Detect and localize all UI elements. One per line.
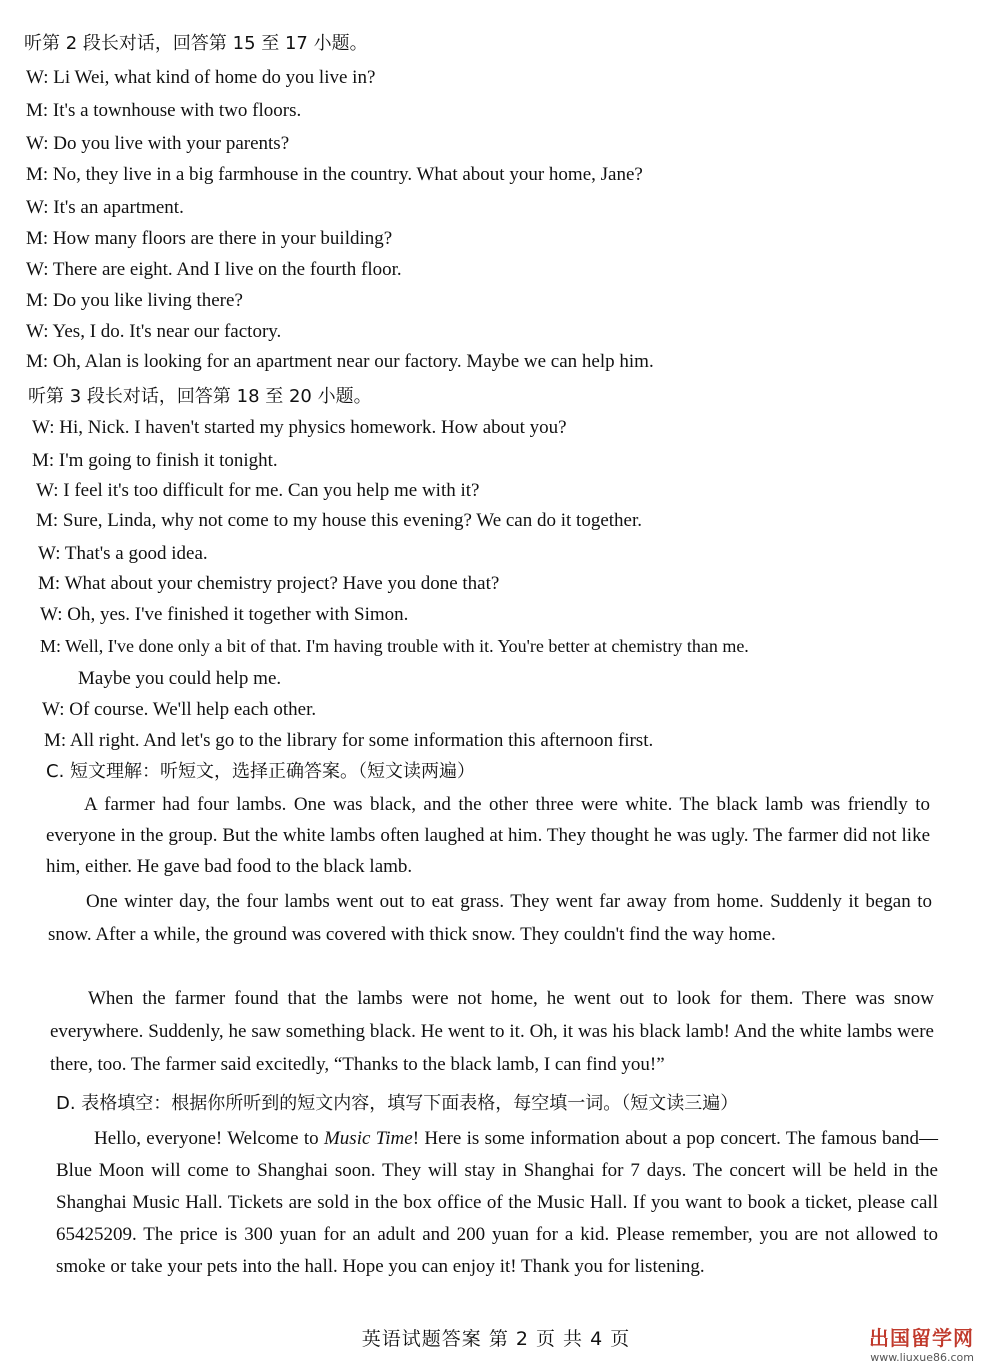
dialogue-line: W: I feel it's too difficult for me. Can you help me with it? bbox=[36, 480, 480, 501]
watermark-site-name: 出国留学网 bbox=[869, 1326, 974, 1350]
dialogue-line: M: It's a townhouse with two floors. bbox=[26, 100, 302, 121]
dialogue-line: M: All right. And let's go to the library for some information this afternoon first. bbox=[44, 730, 654, 751]
dialogue-line: W: Of course. We'll help each other. bbox=[42, 699, 317, 720]
section-3-heading: 听第 3 段长对话，回答第 18 至 20 小题。 bbox=[28, 386, 372, 407]
dialogue-line: M: How many floors are there in your building? bbox=[26, 228, 393, 249]
section-c-heading: C. 短文理解：听短文，选择正确答案。（短文读两遍） bbox=[46, 761, 476, 782]
dialogue-line: W: Yes, I do. It's near our factory. bbox=[26, 321, 282, 342]
program-name: Music Time bbox=[323, 1128, 413, 1149]
dialogue-line: M: I'm going to finish it tonight. bbox=[32, 450, 278, 471]
dialogue-line: W: Hi, Nick. I haven't started my physics homework. How about you? bbox=[32, 417, 567, 438]
site-watermark bbox=[869, 1322, 974, 1364]
passage-text: ! Here is some information about a pop concert. The famous band—Blue Moon will come to Shanghai soon. They will stay in Shanghai for 7 days. The concert will be held in the Shanghai Music Hall. Tickets are sold in the box office of the Music Hall. If you want to book a ticket, please call 65425209. The price is 300 yuan for an adult and 200 yuan for a kid. Please remember, you are not allowed to smoke or take your pets into the hall. Hope you can enjoy it! Thank you for listening. bbox=[56, 1128, 938, 1277]
passage-text: Hello, everyone! Welcome to bbox=[94, 1128, 324, 1149]
dialogue-line-continued: Maybe you could help me. bbox=[78, 668, 282, 689]
dialogue-line: M: Well, I've done only a bit of that. I'm having trouble with it. You're better at chemistry than me. bbox=[40, 636, 749, 656]
watermark-url: www.liuxue86.com bbox=[870, 1351, 974, 1364]
dialogue-line: W: Do you live with your parents? bbox=[26, 133, 290, 154]
story-paragraph: A farmer had four lambs. One was black, and the other three were white. The black lamb was friendly to everyone in the group. But the white lambs often laughed at him. They thought he was ugly. The farmer did not like him, either. He gave bad food to the black lamb. bbox=[46, 794, 930, 877]
section-2-heading: 听第 2 段长对话，回答第 15 至 17 小题。 bbox=[24, 33, 368, 54]
passage-paragraph bbox=[56, 1123, 938, 1283]
dialogue-line: W: Oh, yes. I've finished it together with Simon. bbox=[40, 604, 409, 625]
dialogue-line: M: No, they live in a big farmhouse in the country. What about your home, Jane? bbox=[26, 164, 643, 185]
dialogue-line: W: There are eight. And I live on the fourth floor. bbox=[26, 259, 402, 280]
dialogue-line: W: It's an apartment. bbox=[26, 197, 184, 218]
dialogue-line: M: Oh, Alan is looking for an apartment near our factory. Maybe we can help him. bbox=[26, 351, 654, 372]
dialogue-line: M: Do you like living there? bbox=[26, 290, 243, 311]
dialogue-line: M: What about your chemistry project? Have you done that? bbox=[38, 573, 500, 594]
section-d-heading: D. 表格填空：根据你所听到的短文内容，填写下面表格，每空填一词。（短文读三遍） bbox=[56, 1093, 739, 1114]
story-paragraph: One winter day, the four lambs went out to eat grass. They went far away from home. Suddenly it began to snow. After a while, the ground was covered with thick snow. They couldn't find the way home. bbox=[48, 891, 932, 945]
dialogue-line: M: Sure, Linda, why not come to my house this evening? We can do it together. bbox=[36, 510, 643, 531]
story-paragraph: When the farmer found that the lambs were not home, he went out to look for them. There was snow everywhere. Suddenly, he saw something black. He went to it. Oh, it was his black lamb! And the white lambs were there, too. The farmer said excitedly, “Thanks to the black lamb, I can find you!” bbox=[50, 988, 934, 1075]
dialogue-line: W: Li Wei, what kind of home do you live in? bbox=[26, 67, 376, 88]
dialogue-line: W: That's a good idea. bbox=[38, 543, 208, 564]
page-footer: 英语试题答案 第 2 页 共 4 页 bbox=[361, 1328, 631, 1350]
